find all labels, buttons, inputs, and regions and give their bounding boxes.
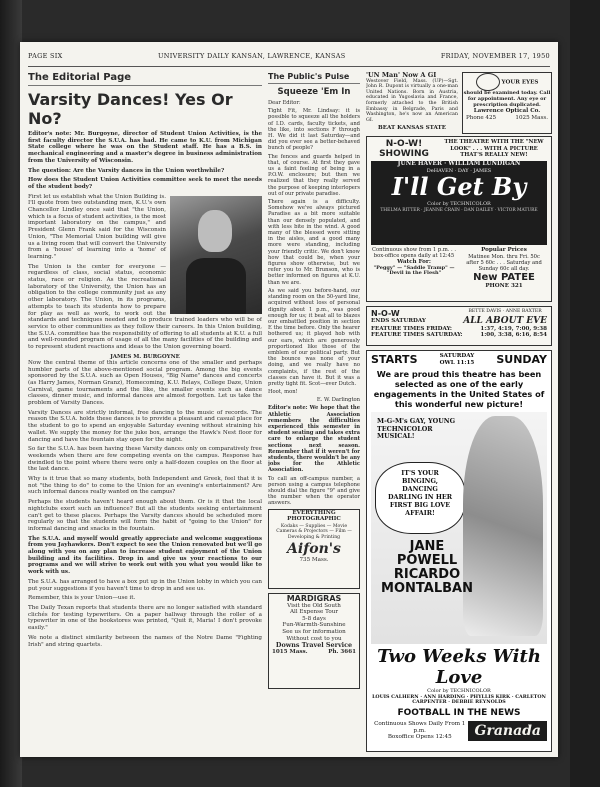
eyes-body: should be examined today. Call for appointment. Any eye or prescription duplicated. bbox=[463, 90, 551, 108]
photo-ad-brand: Aifon's bbox=[287, 541, 341, 557]
issue-date: FRIDAY, NOVEMBER 17, 1950 bbox=[440, 52, 550, 60]
eyes-title bbox=[463, 73, 551, 91]
dickinson-saturday-row bbox=[371, 332, 547, 339]
photo-ad-body: Kodaks — Supplies — Movie Cameras & Projectors — Film — Developing & Printing bbox=[276, 523, 352, 540]
mardigras-title: MARDIGRAS bbox=[286, 593, 342, 603]
granada-mgm: M-G-M's GAY, YOUNG TECHNICOLOR MUSICAL! bbox=[377, 417, 456, 440]
patee-bottom bbox=[367, 247, 551, 289]
pulse-p4: As we said you before-hand, our standing room on the 50-yard line, acquired without loss of personal dignity about 1 p.m., was good enough for us; it beat all to blazes our embattled position in section E the time before. Only the hearer bothered us; it played hob with our ears, which are generously proportioned like those of the emblem of our political party. But the bounce was none of your doing, and we really have no complaints, if the rest of the classes can have it. But it was a pretty tight fit. Scot—ever Dutch. bbox=[268, 287, 360, 387]
patee-now: N-O-W! bbox=[385, 139, 423, 149]
pulse-p2: The fences and guards helped in that, of course. At first they gave us a faint feeling of being in a P.O.W. enclosure; but then we realized that they really served the purpose of keeping interlopers out of our private paradise. bbox=[268, 153, 360, 197]
pulse-closing: Hoot, mon! bbox=[268, 389, 298, 396]
granada-theatre-name: Granada bbox=[468, 721, 547, 741]
granada-proud: We are proud this theatre has been selected as one of the early engagements in the United States of this wonderful new picture! bbox=[373, 369, 545, 410]
paper-name: UNIVERSITY DAILY KANSAN, LAWRENCE, KANSAS bbox=[157, 52, 346, 60]
star1-first: JANE bbox=[409, 539, 445, 555]
patee-now-box bbox=[371, 139, 437, 159]
granada-color: Color by TECHNICOLOR bbox=[427, 688, 491, 695]
dickinson-now-box bbox=[371, 309, 426, 326]
pulse-column bbox=[268, 72, 360, 752]
photo-ad-line1: EVERYTHING bbox=[292, 509, 336, 516]
granada-owl-box bbox=[440, 353, 475, 366]
eyes-contact bbox=[463, 115, 551, 122]
photo-ad-line2: PHOTOGRAPHIC bbox=[287, 516, 341, 523]
patee-prices: Matinee Mon. thru Fri. 50c after 5 60c . . . Saturday and Sunday 60c all day. bbox=[466, 253, 542, 272]
granada-bubble: IT'S YOUR BINGING, DANCING DARLING IN HER FIRST BIG LOVE AFFAIR! bbox=[387, 469, 453, 518]
granada-continuous: Continuous Shows Daily From 1 p.m. bbox=[374, 721, 466, 734]
star2-last: MONTALBAN bbox=[381, 581, 473, 597]
pulse-editor-note: Editor's note: We hope that the Athletic Association remembers the difficulties experienced this semester in student seating and takes extra care to enlarge the student sections next season. Remember that if it weren't for students, there wouldn't be any jobs for the Athletic Association. bbox=[268, 405, 360, 474]
granada-theatre-ad bbox=[366, 350, 552, 752]
granada-starts: STARTS bbox=[371, 353, 418, 367]
optical-ad bbox=[462, 72, 552, 134]
patee-stars: JUNE HAVER · WILLIAM LUNDIGAN bbox=[397, 160, 521, 167]
mardigras-ad bbox=[268, 593, 360, 689]
speech-bubble bbox=[375, 462, 465, 534]
newspaper-page bbox=[20, 42, 558, 757]
page-number: PAGE SIX bbox=[28, 52, 63, 60]
editorial-p11: The Daily Texan reports that students there are no longer satisfied with standard clichés for testing typewriters. On a paper hallway through the roller of a typewriter in one of the bookstores was printed, "Quit it, Maria! I don't provoke easily." bbox=[28, 605, 262, 632]
editorial-kicker: The Editorial Page bbox=[28, 72, 262, 86]
pulse-p3: There again is a difficulty. Somehow we've always pictured Paradise as a bit more suitable than our densely populated, and with less bite in the wind. A good many of the blessed were sitting in the aisles, and a good many more were standing, including your friendly critic. We don't know how that could be, when your figures show otherwise, but we refer you to Mr. Brunson, who is better informed on figures at K.U. than we are. bbox=[268, 199, 360, 286]
news-body: Westover Field, Mass. (UP)—Sgt. John R. Dupont is virtually a one-man United Nations. Born in Austria, educated in Yugoslavia and France, formerly attached to the British Embassy in Belgrade, Paris and Washington, he's now an American GI. bbox=[366, 78, 458, 123]
editor-note: Editor's note: Mr. Burgoyne, director of Student Union Activities, is the first faculty director the S.U.A. has had. He came to K.U. from Michigan State college where he was on the Student staff. He has a B.S. in mechanical engineering and a master's degree in business administration from the University of Wisconsin. bbox=[28, 131, 262, 164]
mardigras-line5: See us for information bbox=[282, 628, 346, 635]
granada-owl: OWL 11:15 bbox=[439, 359, 475, 366]
news-brief bbox=[366, 72, 458, 136]
dancer-illustration bbox=[463, 416, 543, 636]
photo-caption: JAMES M. BURGOYNE bbox=[110, 353, 180, 360]
granada-box: Boxoffice Opens 12:45 bbox=[387, 734, 452, 741]
dickinson-friday-label: FEATURE TIMES FRIDAY: bbox=[371, 325, 452, 332]
patee-coming: "Peggy" — "Saddle Tramp" — "Devil in the Flesh" bbox=[373, 264, 455, 277]
patee-prices-title: Popular Prices bbox=[481, 247, 527, 253]
patee-watch: Watch For: bbox=[397, 259, 431, 265]
editorial-p8: The S.U.A. and myself would greatly appreciate and welcome suggestions from you Jayhawkers. Don't expect to see the Union renovated but we'll go along with you on any plan to increase student enjoyment of the Union building and its facilities. Drop in and give us your reactions to our programs and we will strive to work out with you what you would like to work with us. bbox=[28, 535, 262, 576]
granada-top bbox=[371, 353, 547, 366]
photo-ad-address: 735 Mass. bbox=[299, 557, 329, 563]
patee-phone: PHONE 321 bbox=[485, 282, 523, 289]
eyes-phone: Phone 425 bbox=[466, 114, 497, 121]
editorial-p1: First let us establish what the Union Building is. I'll quote from two outstanding men, K.U.'s own Chancellor Lindley once said that "the Union, which is a focus of student activities, is the most important laboratory on the campus," and President Glenn Frank said for the Wisconsin Union, "The Memorial Union building will give us a living room that will convert the University from a 'house' of learning into a 'home' of learning." bbox=[28, 193, 166, 260]
mardigras-address: 1015 Mass. bbox=[272, 648, 308, 655]
adjacent-page-edge bbox=[570, 0, 600, 787]
eye-icon bbox=[476, 73, 500, 91]
mardigras-phone: Ph. 3661 bbox=[328, 648, 356, 655]
patee-color: Color by TECHNICOLOR bbox=[427, 201, 491, 208]
top-ads-row bbox=[366, 72, 552, 136]
editorial-p6: Why is it true that so many students, both Independent and Greek, feel that it is not "the thing to do" to come to the Union for an evening's entertainment? Are such informal dances really wanted on the campus? bbox=[28, 476, 262, 496]
dickinson-friday-row bbox=[371, 326, 547, 333]
dickinson-now: N-O-W bbox=[371, 309, 400, 318]
editorial-p9: The S.U.A. has arranged to have a box put up in the Union lobby in which you can put your suggestions if you haven't time to drop in and see us. bbox=[28, 578, 262, 592]
ads-column bbox=[366, 72, 552, 752]
patee-info bbox=[371, 247, 457, 289]
editorial-column bbox=[28, 72, 262, 752]
star2-first: RICARDO bbox=[393, 567, 461, 583]
star1-last: POWELL bbox=[396, 553, 458, 569]
editorial-headline: Varsity Dances! Yes Or No? bbox=[28, 90, 233, 128]
photo-shop-ad bbox=[268, 509, 360, 589]
dickinson-film: ALL ABOUT EVE bbox=[463, 315, 547, 326]
mardigras-line4: Fun-Warmth-Sunshine bbox=[282, 622, 346, 629]
patee-continuous: Continuous show from 1 p.m. . . box-office opens daily at 12:45 bbox=[371, 247, 457, 259]
patee-theatre-ad bbox=[366, 136, 552, 302]
editorial-p7: Perhaps the students haven't heard enough about them. Or is it that the local nightclubs exert such an influence? But all the students seeking entertainment can't get to these places. Perhaps the Varsity dances should be scheduled more regularly so that the students will form the habit of "going to the Union" for informal dancing and snacks in the fountain. bbox=[28, 499, 262, 532]
granada-star-names bbox=[377, 540, 477, 596]
scanner-edge bbox=[0, 0, 22, 787]
mardigras-line3: 5-8 days bbox=[302, 615, 326, 622]
question-1: The question: Are the Varsity dances in the Union worthwhile? bbox=[28, 167, 225, 174]
patee-stars2: DeHAVEN · DAY · JAMES bbox=[426, 167, 492, 174]
editorial-p10: Remember, this is your Union—use it. bbox=[28, 595, 136, 602]
granada-cast: LOUIS CALHERN · ANN HARDING · PHYLLIS KIRK · CARLETON CARPENTER · DEBBIE REYNOLDS bbox=[372, 693, 546, 706]
pulse-phone-tip: To call an off-campus number, a person using a campus telephone should dial the figure "9" and give the number when the operator answers. bbox=[268, 475, 360, 507]
granada-shows-box bbox=[371, 721, 468, 741]
mardigras-line2: All Expense Tour bbox=[289, 609, 339, 616]
mardigras-agency: Downs Travel Service bbox=[275, 641, 353, 650]
pulse-p1: Tight Fit, Mr. Lindsay: it is possible to squeeze all the holders of I.D. cards, faculty tickets, and the like, into sections F through H. We did it last Saturday—and did you ever see a better-behaved bunch of people? bbox=[268, 108, 360, 152]
dickinson-top bbox=[371, 309, 547, 326]
granada-bottom bbox=[371, 721, 547, 741]
burgoyne-photo bbox=[170, 196, 262, 314]
editorial-p2: The Union is the center for everyone — regardless of class, social status, economic status, race or religion. As the recreational laboratory of the University, the Union has an obligation to the college community just as any other laboratory. The Union, in its programs, attempts to teach its students how to prepare for play as well as work, to work out the standards and techniques needed and to produce trained leaders who will be of service to other communities as they follow their careers. In this Union building, the S.U.A. committee has the responsibility of offering to all students at K.U. a full and well-rounded program of usage of all the many facilities of the building and to represent student reactions and ideas to the Union governing board. bbox=[28, 263, 262, 351]
editorial-p3: Now the central theme of this article concerns one of the smaller and perhaps humbler parts of the above-mentioned social program. Among the big events sponsored by the S.U.A. such as Open Houses, "Big Name" dances and concerts (as Harry James, Norman Granz), Homecoming, K.U. Relays, College Daze, Union Carnival, game tournaments and the like, the smaller events such as dance classes, dinner music, and informal dances are almost forgotten. Let us take the problem of Varsity Dances. bbox=[28, 359, 262, 407]
dickinson-friday-times: 1:37, 4:19, 7:00, 9:38 bbox=[480, 325, 547, 332]
page-header bbox=[28, 52, 550, 67]
pulse-headline: Squeeze 'Em In bbox=[277, 87, 351, 97]
eyes-shop: Lawrence Optical Co. bbox=[473, 108, 541, 115]
question-2: How does the Student Union Activities committee seek to meet the needs of the student body? bbox=[28, 177, 262, 190]
patee-film-title: I'll Get By bbox=[391, 172, 527, 202]
news-sign: BEAT KANSAS STATE bbox=[378, 125, 446, 132]
patee-cast: THELMA RITTER · JEANNE CRAIN · DAN DAILEY · VICTOR MATURE bbox=[380, 207, 538, 213]
dickinson-ends: ENDS SATURDAY bbox=[371, 318, 426, 324]
editorial-p4: Varsity Dances are strictly informal, free dancing to the music of records. The reason the S.U.A. holds these dances is to provide a pleasant and casual place for the student to go to spend an enjoyable Saturday evening without straining his wallet. We supply the money for the juke box, arrange the Hawk's Nest floor for dancing and have the fountain stay open for the night. bbox=[28, 409, 262, 443]
eyes-address: 1025 Mass. bbox=[515, 114, 548, 121]
dickinson-feature-box bbox=[463, 309, 547, 326]
patee-prices-box bbox=[461, 247, 547, 289]
patee-theatre-name: New PATEE bbox=[473, 271, 535, 283]
granada-sunday: SUNDAY bbox=[496, 353, 547, 367]
granada-short: FOOTBALL IN THE NEWS bbox=[397, 707, 521, 718]
editorial-p12: We note a distinct similarity between the names of the Notre Dame "Fighting Irish" and string quartets. bbox=[28, 634, 262, 648]
pulse-title: The Public's Pulse bbox=[268, 72, 360, 84]
dickinson-saturday-times: 1:00, 3:38, 6:16, 8:54 bbox=[480, 332, 547, 339]
granada-poster bbox=[371, 412, 547, 644]
patee-poster bbox=[371, 161, 547, 245]
eyes-title-text: YOUR EYES bbox=[501, 79, 539, 86]
granada-film-title: Two Weeks With Love bbox=[377, 646, 541, 689]
mardigras-line6: Without cost to you bbox=[286, 635, 342, 642]
mardigras-contact bbox=[269, 649, 359, 656]
patee-showing: SHOWING bbox=[379, 149, 429, 159]
dickinson-feature: BETTE DAVIS · ANNE BAXTER bbox=[468, 309, 542, 314]
patee-top bbox=[367, 137, 551, 159]
editorial-p5: So far the S.U.A. has been having these Varsity dances only on comparatively free weekends when there are few competing events on the campus. Response has dwindled to the point where there were only a half-dozen couples on the floor at the last dance. bbox=[28, 446, 262, 473]
pulse-salutation: Dear Editor: bbox=[268, 100, 301, 106]
dickinson-saturday-label: FEATURE TIMES SATURDAY: bbox=[371, 332, 463, 339]
news-title: 'UN Man' Now A GI bbox=[366, 72, 437, 79]
mardigras-line1: Visit the Old South bbox=[287, 602, 341, 609]
patee-tagline: THE THEATRE WITH THE "NEW LOOK" . . . WITH A PICTURE THAT'S REALLY NEW! bbox=[444, 139, 544, 159]
pulse-signature: E. W. Darlington bbox=[316, 397, 360, 404]
granada-saturday: SATURDAY bbox=[439, 353, 475, 359]
dickinson-ad bbox=[366, 306, 552, 346]
